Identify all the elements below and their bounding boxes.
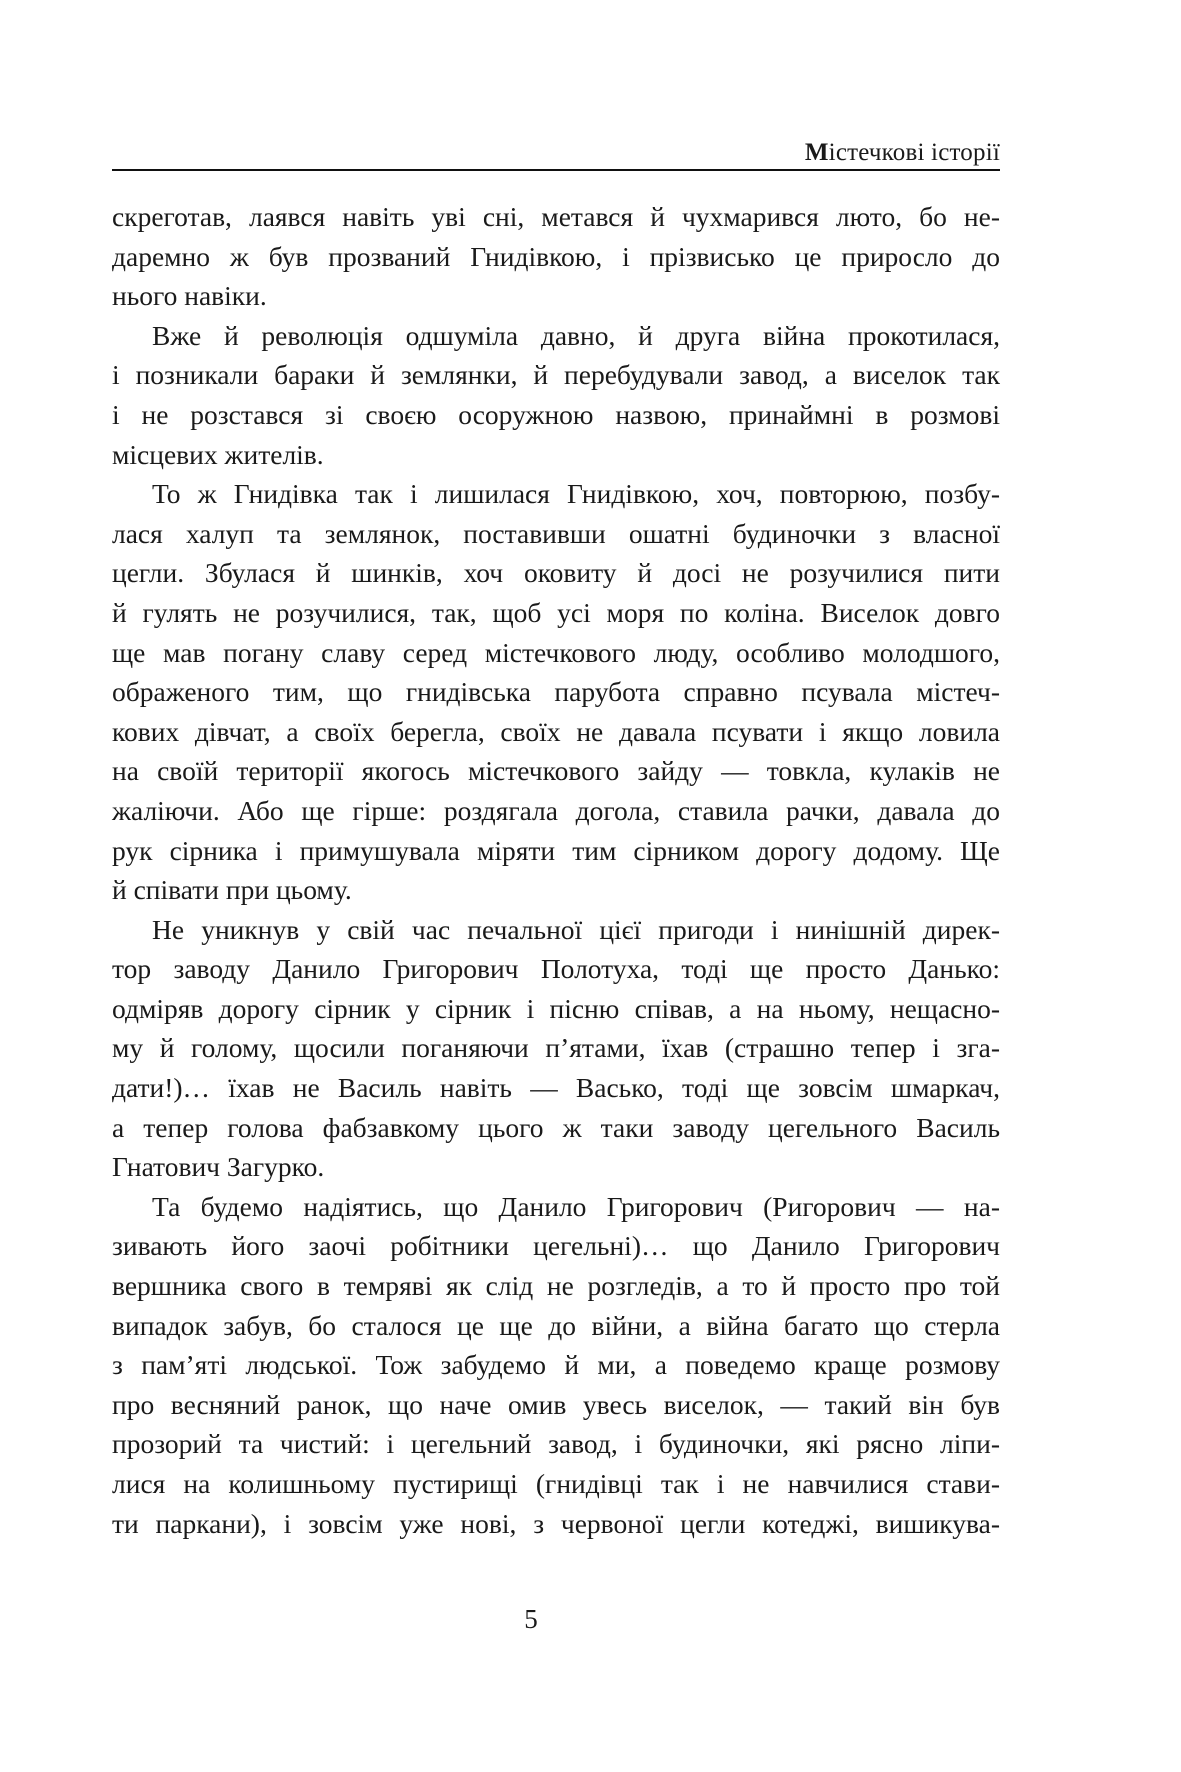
page-number: 5 bbox=[524, 1604, 538, 1634]
paragraph bbox=[112, 316, 1000, 474]
text-line: зивають його заочі робітники цегельні)… що Данило Григорович bbox=[112, 1230, 1000, 1262]
paragraph bbox=[112, 910, 1000, 1187]
text-line: му й голому, щосили поганяючи п’ятами, їхав (страшно тепер і зга- bbox=[112, 1032, 1000, 1064]
paragraph bbox=[112, 474, 1000, 910]
text-line: То ж Гнидівка так і лишилася Гнидівкою, хоч, повторюю, позбу- bbox=[152, 478, 1000, 510]
text-line: скреготав, лаявся навіть уві сні, метався й чухмарився люто, бо не- bbox=[112, 201, 1000, 232]
running-head bbox=[112, 138, 1000, 168]
text-line: лася халуп та землянок, поставивши ошатні будиночки з власної bbox=[112, 517, 1000, 549]
text-line: кових дівчат, а своїх берегла, своїх не давала псувати і якщо ловила bbox=[112, 715, 1000, 747]
text-line: даремно ж був прозваний Гнидівкою, і прізвисько це приросло до bbox=[112, 240, 1000, 272]
text-line: й гулять не розучилися, так, щоб усі моря по коліна. Виселок довго bbox=[112, 596, 1000, 628]
text-line: Не уникнув у свій час печальної цієї пригоди і нинішній дирек- bbox=[152, 913, 1000, 945]
text-line: цегли. Збулася й шинків, хоч оковиту й досі не розучилися пити bbox=[112, 557, 1000, 589]
text-line: ображеного тим, що гнидівська парубота справно псувала містеч- bbox=[112, 676, 1000, 708]
header-rule bbox=[112, 169, 1000, 171]
text-line: й співати при цьому. bbox=[112, 874, 352, 906]
text-line: прозорий та чистий: і цегельний завод, і будиночки, які рясно ліпи- bbox=[112, 1428, 1000, 1460]
text-line: одміряв дорогу сірник у сірник і пісню співав, а на ньому, нещасно- bbox=[112, 992, 1000, 1024]
text-line: і позникали бараки й землянки, й перебудували завод, а виселок так bbox=[112, 359, 1000, 391]
paragraph bbox=[112, 197, 1000, 316]
text-line: а тепер голова фабзавкому цього ж таки заводу цегельного Василь bbox=[112, 1111, 1000, 1143]
body-text bbox=[112, 197, 1000, 1543]
running-head-title: істечкові історії bbox=[828, 139, 1000, 166]
text-line: Гнатович Загурко. bbox=[112, 1151, 325, 1183]
paragraph bbox=[112, 1187, 1000, 1543]
text-line: тор заводу Данило Григорович Полотуха, тоді ще просто Данько: bbox=[112, 953, 1000, 985]
text-line: про весняний ранок, що наче омив увесь виселок, — такий він був bbox=[112, 1388, 1000, 1420]
text-line: ще мав погану славу серед містечкового люду, особливо молодшого, bbox=[112, 636, 1000, 668]
text-line: місцевих жителів. bbox=[112, 438, 324, 470]
text-line: і не розстався зі своєю осоружною назвою, принаймні в розмові bbox=[112, 398, 1000, 430]
text-line: нього навіки. bbox=[112, 280, 267, 312]
text-line: дати!)… їхав не Василь навіть — Васько, тоді ще зовсім шмаркач, bbox=[112, 1072, 1000, 1104]
text-line: ти паркани), і зовсім уже нові, з червоної цегли котеджі, вишикува- bbox=[112, 1507, 1000, 1539]
text-line: жаліючи. Або ще гірше: роздягала догола, ставила рачки, давала до bbox=[112, 794, 1000, 826]
text-line: Та будемо надіятись, що Данило Григорович (Ригорович — на- bbox=[152, 1190, 1000, 1222]
text-line: Вже й революція одшуміла давно, й друга війна прокотилася, bbox=[152, 319, 1000, 351]
text-line: вершника свого в темряві як слід не розгледів, а то й просто про той bbox=[112, 1270, 1000, 1302]
text-line: рук сірника і примушувала міряти тим сірником дорогу додому. Ще bbox=[112, 834, 1000, 866]
running-head-initial: М bbox=[804, 139, 829, 166]
text-line: лися на колишньому пустирищі (гнидівці так і не навчилися стави- bbox=[112, 1468, 1000, 1499]
text-line: з пам’яті людської. Тож забудемо й ми, а поведемо краще розмову bbox=[112, 1349, 1000, 1381]
text-line: на своїй території якогось містечкового зайду — товкла, кулаків не bbox=[112, 755, 1000, 787]
text-line: випадок забув, бо сталося це ще до війни, а війна багато що стерла bbox=[112, 1309, 1000, 1341]
